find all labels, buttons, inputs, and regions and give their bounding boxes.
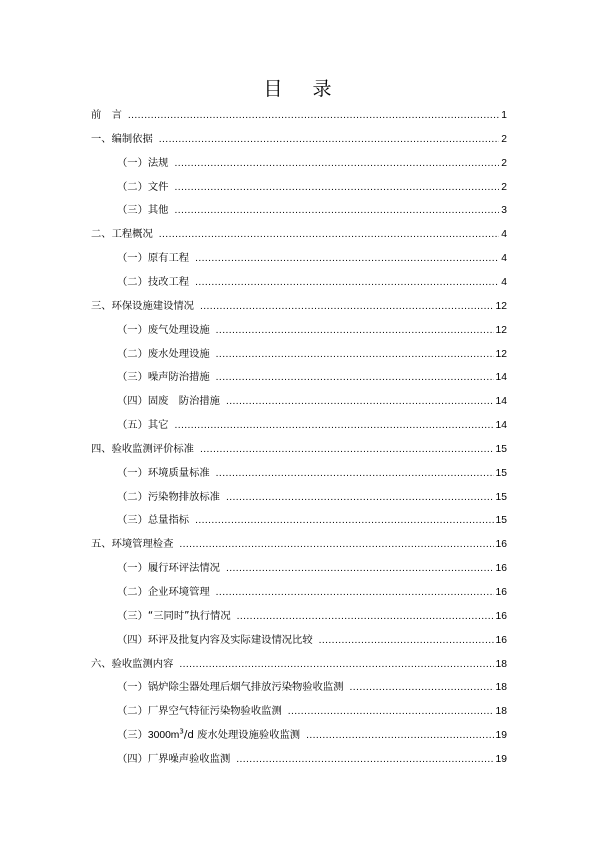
toc-entry[interactable] [117, 632, 507, 648]
toc-entry[interactable] [117, 322, 507, 338]
toc-entry[interactable] [117, 417, 507, 433]
toc-page-number: 4 [501, 253, 507, 265]
toc-entry[interactable] [117, 274, 507, 290]
toc-leader-dots [174, 180, 499, 196]
toc-leader-dots [350, 680, 494, 696]
toc-entry-label: （三）噪声防治措施 [117, 371, 210, 384]
toc-leader-dots [195, 275, 499, 291]
toc-page-number: 14 [495, 420, 507, 432]
toc-entry-label: （二）厂界空气特征污染物验收监测 [117, 705, 282, 718]
toc-entry[interactable] [91, 536, 507, 552]
toc-entry-label: （二）技改工程 [117, 275, 190, 288]
toc-leader-dots [200, 299, 494, 315]
toc-page-number: 15 [495, 491, 507, 503]
toc-entry-label: （一）履行环评法情况 [117, 562, 220, 575]
toc-leader-dots [306, 728, 493, 744]
toc-leader-dots [216, 370, 494, 386]
toc-entry[interactable] [117, 703, 507, 719]
toc-page-number: 19 [495, 753, 507, 765]
toc-entry[interactable] [117, 465, 507, 481]
toc-page-number: 2 [501, 157, 507, 169]
toc-entry[interactable] [117, 250, 507, 266]
toc-leader-dots [226, 490, 494, 506]
toc-entry-label: 四、验收监测评价标准 [91, 442, 194, 455]
toc-entry-label: （一）原有工程 [117, 252, 190, 265]
toc-page-number: 16 [495, 563, 507, 575]
toc-leader-dots [128, 108, 499, 124]
toc-page-number: 16 [495, 587, 507, 598]
toc-entry[interactable] [91, 441, 507, 457]
toc-page-number: 16 [495, 539, 507, 551]
toc-page-number: 19 [495, 730, 507, 742]
toc-entry-label: （三）总量指标 [117, 514, 190, 527]
toc-page-number: 12 [495, 324, 507, 336]
toc-entry-label-number: 3000m [147, 730, 180, 742]
toc-leader-dots [195, 251, 499, 267]
toc-entry[interactable] [91, 298, 507, 314]
toc-page-number: 1 [501, 110, 507, 121]
toc-entry[interactable] [117, 369, 507, 385]
toc-entry[interactable] [117, 560, 507, 576]
toc-entry[interactable] [91, 226, 507, 242]
toc-entry[interactable] [91, 131, 507, 147]
toc-entry-label: （二）污染物排放标准 [117, 490, 220, 503]
toc-entry-label-superscript: 3 [179, 727, 184, 736]
toc-entry-label: 二、工程概况 [91, 228, 153, 241]
toc-entry[interactable] [117, 346, 507, 362]
toc-entry[interactable] [117, 489, 507, 505]
toc-leader-dots [216, 323, 494, 339]
toc-page-number: 3 [501, 205, 507, 217]
toc-entry-label: 前 言 [91, 109, 122, 121]
toc-page-number: 12 [495, 348, 507, 360]
toc-entry[interactable] [117, 393, 507, 409]
toc-page-number: 2 [501, 133, 507, 145]
toc-entry-label: （二）废水处理设施 [117, 347, 210, 360]
toc-page-number: 15 [495, 443, 507, 455]
toc-page-number: 16 [495, 634, 507, 646]
toc-entry-label: （一）废气处理设施 [117, 323, 210, 336]
toc-page-number: 4 [501, 276, 507, 288]
toc-page-number: 14 [495, 396, 507, 408]
toc-leader-dots [288, 704, 494, 720]
toc-entry-label: 六、验收监测内容 [91, 657, 174, 670]
toc-entry[interactable] [91, 656, 507, 672]
toc-entry-label-rest: /d 废水处理设施验收监测 [183, 729, 301, 742]
toc-entry[interactable] [117, 202, 507, 218]
toc-leader-dots [159, 227, 499, 243]
toc-page-number: 14 [495, 372, 507, 384]
toc-entry-label: （三）“三同时”执行情况 [117, 609, 231, 622]
toc-page-number: 18 [495, 706, 507, 718]
toc-leader-dots [216, 347, 494, 363]
toc-leader-dots [159, 132, 499, 148]
toc-entry[interactable] [91, 107, 507, 123]
title-char: 目 [263, 78, 283, 100]
title-char: 录 [312, 78, 332, 100]
toc-leader-dots [174, 203, 499, 219]
toc-entry[interactable] [117, 512, 507, 528]
toc-entry-label: （一）锅炉除尘器处理后烟气排放污染物验收监测 [117, 681, 344, 694]
toc-entry-label: （四）厂界噪声验收监测 [117, 752, 231, 765]
toc-entry-label: （五）其它 [117, 419, 169, 432]
toc-entry-label: （一）环境质量标准 [117, 466, 210, 479]
toc-leader-dots [174, 418, 493, 434]
toc-entry-label: （一）法规 [117, 156, 169, 169]
toc-entry-label: （四）固废 防治措施 [117, 395, 220, 408]
toc-entry[interactable] [117, 679, 507, 695]
page-title [0, 74, 595, 101]
toc-entry-label: 五、环境管理检查 [91, 538, 174, 551]
toc-leader-dots [195, 513, 493, 529]
toc-page-number: 18 [495, 682, 507, 694]
toc-entry[interactable] [117, 179, 507, 195]
toc-page-number: 12 [495, 300, 507, 312]
toc-page-number: 2 [501, 181, 507, 193]
toc-leader-dots [236, 752, 493, 768]
toc-entry-label: （三）其他 [117, 204, 169, 217]
toc-entry-label: （二）文件 [117, 180, 169, 193]
toc-leader-dots [226, 561, 494, 577]
toc-entry[interactable] [117, 608, 507, 624]
toc-leader-dots [216, 585, 494, 601]
toc-entry[interactable] [117, 155, 507, 171]
toc-page-number: 16 [495, 610, 507, 622]
toc-entry-label: （三）$3000m^3/d$ 废水处理设施验收监测 [117, 727, 301, 742]
toc-page-number: 15 [495, 515, 507, 527]
toc-entry-label: （二）企业环境管理 [117, 586, 210, 598]
toc-leader-dots [179, 657, 493, 673]
toc-entry-label: 一、编制依据 [91, 132, 153, 145]
toc-page-number: 15 [495, 467, 507, 479]
toc-leader-dots [226, 394, 494, 410]
toc-entry-label: （四）环评及批复内容及实际建设情况比较 [117, 633, 313, 646]
toc-leader-dots [200, 442, 494, 458]
toc-entry[interactable] [117, 727, 507, 743]
toc-leader-dots [179, 537, 493, 553]
toc-entry-label: 三、环保设施建设情况 [91, 299, 194, 312]
toc-leader-dots [319, 633, 494, 649]
toc-leader-dots [216, 466, 494, 482]
toc-page-number: 4 [501, 229, 507, 241]
toc-leader-dots [174, 156, 499, 172]
toc-entry[interactable] [117, 751, 507, 767]
toc-leader-dots [237, 609, 494, 625]
toc-page-number: 18 [495, 658, 507, 670]
toc-entry[interactable] [117, 584, 507, 600]
